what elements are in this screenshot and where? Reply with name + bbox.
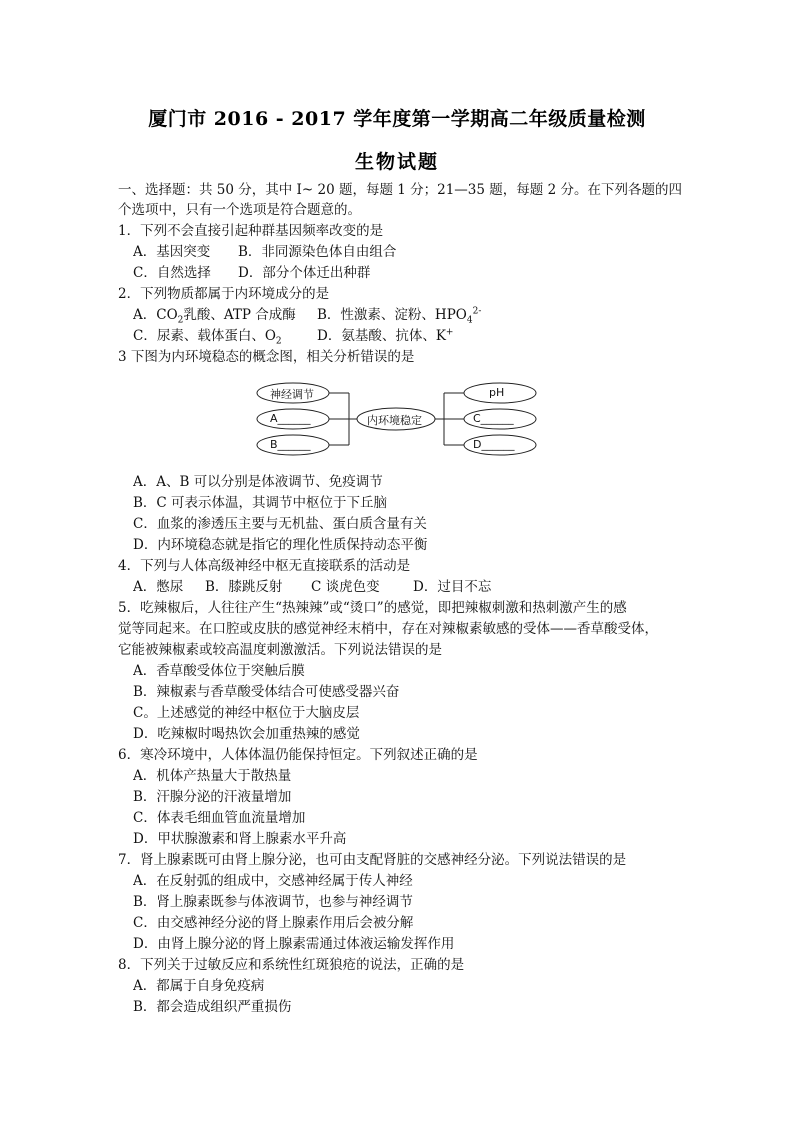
option: D．过目不忘: [413, 579, 492, 595]
option: D．由肾上腺分泌的肾上腺素需通过体液运输发挥作用: [133, 936, 455, 952]
option: C。上述感觉的神经中枢位于大脑皮层: [133, 705, 360, 721]
option: D．内环境稳态就是指它的理化性质保持动态平衡: [133, 537, 428, 553]
option: B．C 可表示体温，其调节中枢位于下丘脑: [133, 495, 388, 511]
page-title: 厦门市 2016 - 2017 学年度第一学期高二年级质量检测: [148, 108, 646, 130]
diagram-label: D______: [473, 438, 515, 451]
question-stem: 觉等同起来。在口腔或皮肤的感觉神经末梢中，存在对辣椒素敏感的受体——香草酸受体，: [118, 621, 658, 637]
option: C．自然选择: [133, 265, 211, 281]
diagram-label: pH: [489, 386, 505, 399]
diagram-label: 神经调节: [270, 388, 314, 401]
option: A．都属于自身免疫病: [133, 978, 265, 994]
option: A．香草酸受体位于突触后膜: [133, 663, 305, 679]
option: A．基因突变: [133, 244, 211, 260]
option: C．体表毛细血管血流量增加: [133, 810, 306, 826]
option: B．性激素、淀粉、$HPO_4^{2-}$: [317, 306, 482, 325]
option: D．甲状腺激素和肾上腺素水平升高: [133, 831, 347, 847]
option: D．氨基酸、抗体、K+: [317, 327, 454, 344]
question-stem: 5．吃辣椒后，人往往产生“热辣辣”或“烫口”的感觉，即把辣椒刺激和热刺激产生的感: [118, 600, 627, 616]
section-instruction: 一、选择题：共 50 分，其中 I~ 20 题，每题 1 分；21—35 题，每题 2 分。在下列各题的四: [118, 182, 682, 198]
option: B．肾上腺素既参与体液调节，也参与神经调节: [133, 894, 413, 910]
section-instruction: 个选项中，只有一个选项是符合题意的。: [118, 202, 361, 218]
page-subtitle: 生物试题: [354, 151, 439, 173]
question-stem: 它能被辣椒素或较高温度刺激激活。下列说法错误的是: [118, 642, 442, 658]
option-row: [133, 263, 713, 283]
option: C．血浆的渗透压主要与无机盐、蛋白质含量有关: [133, 516, 427, 532]
option: D．吃辣椒时喝热饮会加重热辣的感觉: [133, 726, 360, 742]
option-row: [133, 305, 713, 325]
option: B．非同源染色体自由组合: [238, 244, 397, 260]
question-stem: 3 下图为内环境稳态的概念图，相关分析错误的是: [118, 349, 415, 365]
diagram-label: C______: [473, 412, 514, 425]
option: B．辣椒素与香草酸受体结合可使感受器兴奋: [133, 684, 400, 700]
option: C 谈虎色变: [311, 579, 380, 595]
option-row: [133, 326, 713, 346]
question-stem: 6．寒冷环境中，人体体温仍能保持恒定。下列叙述正确的是: [118, 747, 478, 763]
option: D．部分个体迁出种群: [238, 265, 371, 281]
homeostasis-concept-diagram: [256, 378, 538, 458]
option: A．在反射弧的组成中，交感神经属于传人神经: [133, 873, 413, 889]
option-row: [133, 242, 713, 262]
option: B．膝跳反射: [205, 579, 283, 595]
option-row: [133, 577, 713, 597]
option: C．由交感神经分泌的肾上腺素作用后会被分解: [133, 915, 414, 931]
option: C．尿素、载体蛋白、$O_2$: [133, 328, 282, 346]
question-stem: 7．肾上腺素既可由肾上腺分泌，也可由支配肾脏的交感神经分泌。下列说法错误的是: [118, 852, 627, 868]
question-stem: 2．下列物质都属于内环境成分的是: [118, 286, 330, 302]
option: A．机体产热量大于散热量: [133, 768, 292, 784]
diagram-label: B______: [270, 438, 311, 451]
option: B．汗腺分泌的汗液量增加: [133, 789, 292, 805]
question-stem: 8．下列关于过敏反应和系统性红斑狼疮的说法，正确的是: [118, 957, 465, 973]
diagram-label-center: 内环境稳定: [367, 414, 422, 427]
option: B．都会造成组织严重损伤: [133, 999, 292, 1015]
question-stem: 4．下列与人体高级神经中枢无直接联系的活动是: [118, 558, 411, 574]
option: A．$CO_2$乳酸、ATP 合成酶: [133, 307, 296, 325]
question-stem: 1．下列不会直接引起种群基因频率改变的是: [118, 223, 384, 239]
option: A．憋尿: [133, 579, 184, 595]
diagram-label: A______: [270, 412, 311, 425]
option: A．A、B 可以分别是体液调节、免疫调节: [133, 474, 383, 490]
